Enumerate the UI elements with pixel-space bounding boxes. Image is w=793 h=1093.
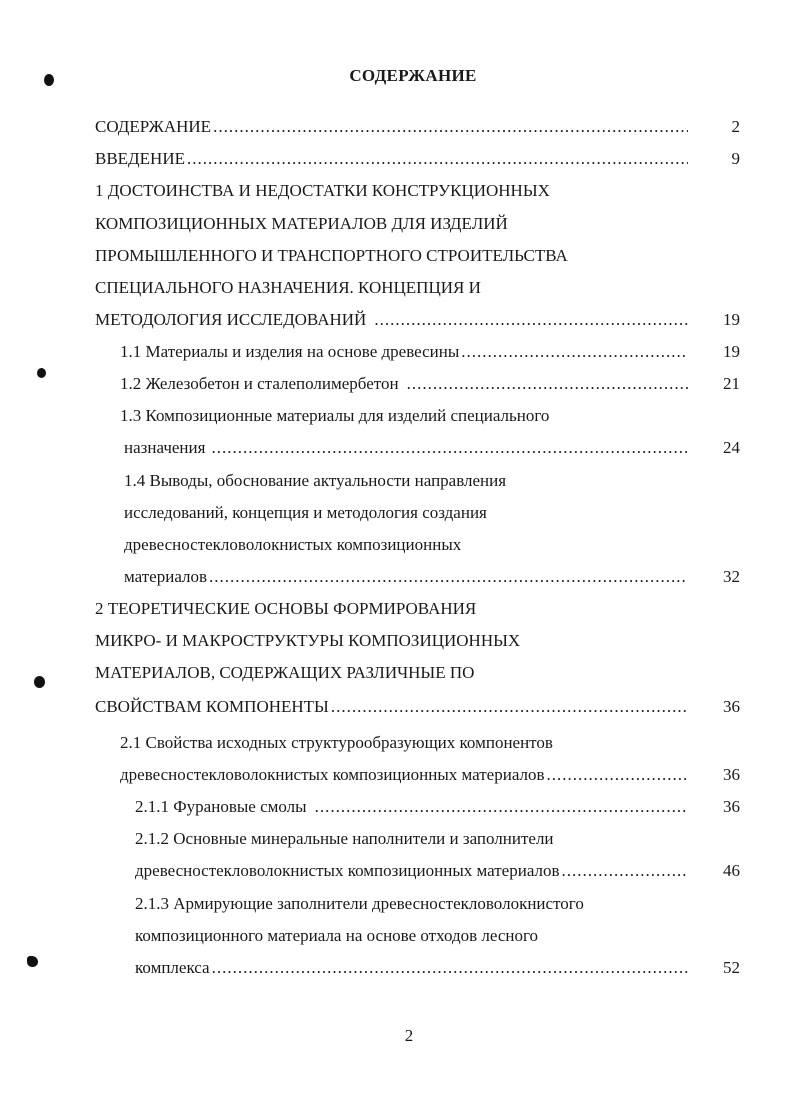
toc-entry-text: 1.4 Выводы, обоснование актуальности направления <box>124 471 507 490</box>
dot-leader <box>562 860 688 882</box>
dot-leader <box>211 437 688 459</box>
toc-entry-2-1-3[interactable] <box>135 957 688 979</box>
toc-entry-text: 1.1 Материалы и изделия на основе древесины <box>120 342 460 361</box>
dot-leader <box>374 309 688 331</box>
toc-entry-1-2[interactable] <box>120 373 688 395</box>
toc-entry-text: 2.1.1 Фурановые смолы <box>135 797 307 816</box>
toc-entry-text: комплекса <box>135 958 210 977</box>
toc-entry-text: 2.1.2 Основные минеральные наполнители и заполнители <box>135 829 554 848</box>
toc-page-number: 32 <box>723 567 740 586</box>
toc-entry-chapter-2[interactable] <box>95 696 688 718</box>
toc-page-number: 36 <box>723 765 740 784</box>
scan-speck <box>27 956 38 967</box>
toc-entry-chapter-1[interactable] <box>95 309 688 331</box>
dot-leader <box>209 566 688 588</box>
toc-entry-text: СВОЙСТВАМ КОМПОНЕНТЫ <box>95 697 329 716</box>
toc-page-number: 52 <box>723 958 740 977</box>
scan-speck <box>34 676 45 688</box>
toc-entry-text: назначения <box>124 438 206 457</box>
toc-entry-introduction[interactable] <box>95 148 688 170</box>
toc-entry-contents[interactable] <box>95 116 688 138</box>
toc-entry-text: МЕТОДОЛОГИЯ ИССЛЕДОВАНИЙ <box>95 310 367 329</box>
toc-entry-text: ПРОМЫШЛЕННОГО И ТРАНСПОРТНОГО СТРОИТЕЛЬСТВА <box>95 246 568 265</box>
toc-page-number: 36 <box>723 697 740 716</box>
toc-entry-1-1[interactable] <box>120 341 688 363</box>
toc-page-number: 21 <box>723 374 740 393</box>
dot-leader <box>407 373 688 395</box>
toc-entry-text: СПЕЦИАЛЬНОГО НАЗНАЧЕНИЯ. КОНЦЕПЦИЯ И <box>95 278 481 297</box>
toc-entry-2-1-1[interactable] <box>135 796 688 818</box>
toc-entry-text: 2.1.3 Армирующие заполнители древесностекловолокнистого <box>135 894 584 913</box>
toc-page-number: 24 <box>723 438 740 457</box>
dot-leader <box>212 957 688 979</box>
toc-entry-1-3[interactable] <box>124 437 688 459</box>
page-title: СОДЕРЖАНИЕ <box>349 66 477 85</box>
page-number: 2 <box>404 1026 414 1045</box>
toc-entry-text: древесностекловолокнистых композиционных <box>124 535 462 554</box>
toc-entry-text: композиционного материала на основе отходов лесного <box>135 926 539 945</box>
dot-leader <box>461 341 688 363</box>
toc-page-number: 36 <box>723 797 740 816</box>
dot-leader <box>187 148 688 170</box>
scan-speck <box>44 74 54 86</box>
toc-entry-text: 1.3 Композиционные материалы для изделий специального <box>120 406 550 425</box>
toc-entry-text: КОМПОЗИЦИОННЫХ МАТЕРИАЛОВ ДЛЯ ИЗДЕЛИЙ <box>95 214 508 233</box>
toc-page-number: 2 <box>731 117 740 136</box>
toc-page-number: 19 <box>723 342 740 361</box>
toc-entry-1-4[interactable] <box>124 566 688 588</box>
toc-entry-2-1-2[interactable] <box>135 860 688 882</box>
dot-leader <box>547 764 688 786</box>
toc-page-number: 9 <box>731 149 740 168</box>
toc-entry-2-1[interactable] <box>120 764 688 786</box>
dot-leader <box>331 696 688 718</box>
toc-entry-text: 2 ТЕОРЕТИЧЕСКИЕ ОСНОВЫ ФОРМИРОВАНИЯ <box>95 599 477 618</box>
toc-entry-text: древесностекловолокнистых композиционных материалов <box>120 765 545 784</box>
toc-entry-text: СОДЕРЖАНИЕ <box>95 117 212 136</box>
toc-entry-text: 1 ДОСТОИНСТВА И НЕДОСТАТКИ КОНСТРУКЦИОННЫХ <box>95 181 550 200</box>
toc-entry-text: материалов <box>124 567 208 586</box>
toc-entry-text: 1.2 Железобетон и сталеполимербетон <box>120 374 399 393</box>
toc-page-number: 19 <box>723 310 740 329</box>
dot-leader <box>213 116 688 138</box>
toc-entry-text: 2.1 Свойства исходных структурообразующих компонентов <box>120 733 553 752</box>
toc-entry-text: ВВЕДЕНИЕ <box>95 149 185 168</box>
toc-entry-text: МИКРО- И МАКРОСТРУКТУРЫ КОМПОЗИЦИОННЫХ <box>95 631 521 650</box>
scan-speck <box>37 368 46 378</box>
toc-entry-text: древесностекловолокнистых композиционных материалов <box>135 861 560 880</box>
toc-entry-text: МАТЕРИАЛОВ, СОДЕРЖАЩИХ РАЗЛИЧНЫЕ ПО <box>95 663 475 682</box>
dot-leader <box>315 796 688 818</box>
toc-entry-text: исследований, концепция и методология создания <box>124 503 487 522</box>
toc-page-number: 46 <box>723 861 740 880</box>
